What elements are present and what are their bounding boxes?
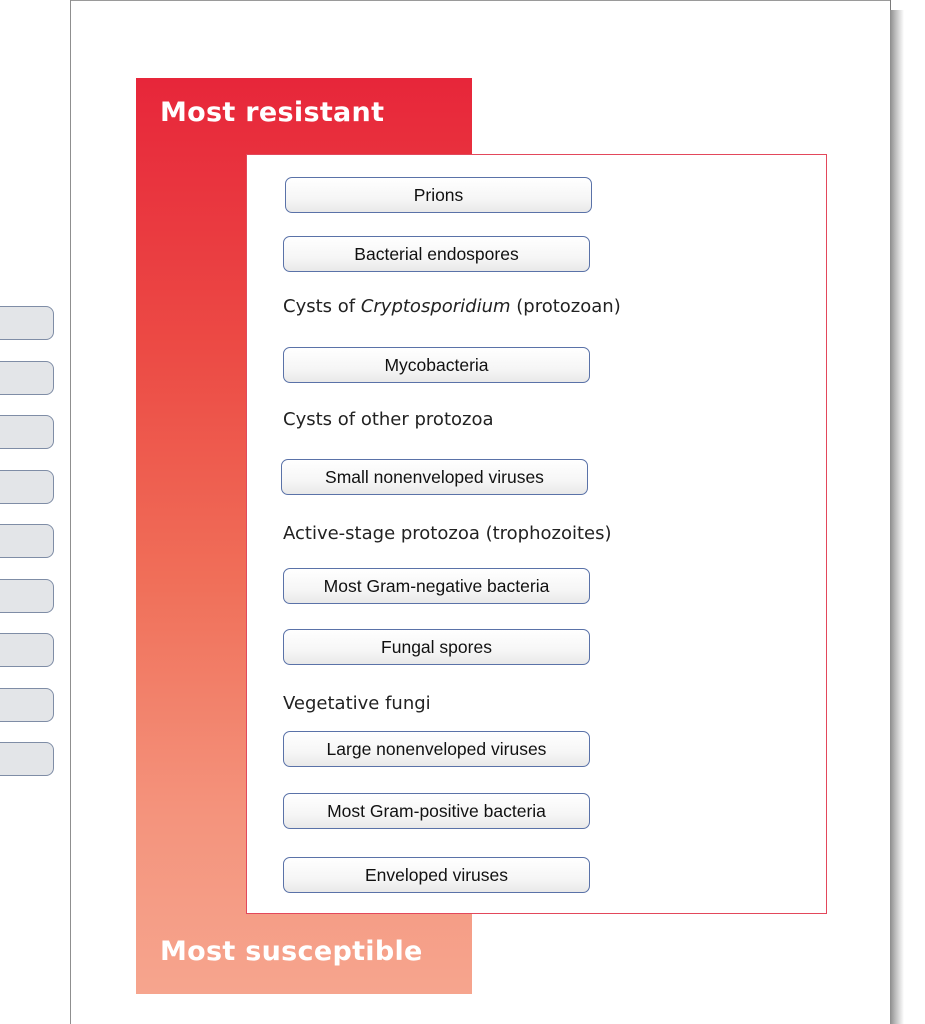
label-active-stage-protozoa: Active-stage protozoa (trophozoites)	[283, 523, 612, 544]
drop-target-enveloped-viruses[interactable]: Enveloped viruses	[283, 857, 590, 893]
answer-bank-panel	[0, 0, 71, 1024]
answer-bank-slot[interactable]	[0, 742, 54, 776]
answer-bank-slot[interactable]	[0, 415, 54, 449]
answer-bank-slot[interactable]	[0, 579, 54, 613]
answer-bank-slot[interactable]	[0, 524, 54, 558]
label-cysts-suffix: (protozoan)	[510, 296, 621, 317]
drop-target-prions[interactable]: Prions	[285, 177, 592, 213]
top-border	[71, 0, 891, 1]
answer-bank-slot[interactable]	[0, 306, 54, 340]
drop-target-mycobacteria[interactable]: Mycobacteria	[283, 347, 590, 383]
drop-target-fungal-spores[interactable]: Fungal spores	[283, 629, 590, 665]
drop-target-small-nonenveloped-viruses[interactable]: Small nonenveloped viruses	[281, 459, 588, 495]
label-cysts-cryptosporidium	[283, 296, 621, 317]
drop-target-gram-positive[interactable]: Most Gram-positive bacteria	[283, 793, 590, 829]
drop-target-bacterial-endospores[interactable]: Bacterial endospores	[283, 236, 590, 272]
page-shadow	[890, 10, 904, 1024]
most-resistant-heading: Most resistant	[160, 97, 385, 128]
answer-bank-slot[interactable]	[0, 470, 54, 504]
drop-target-large-nonenveloped-viruses[interactable]: Large nonenveloped viruses	[283, 731, 590, 767]
answer-bank-slot[interactable]	[0, 633, 54, 667]
answer-bank-slot[interactable]	[0, 688, 54, 722]
label-vegetative-fungi: Vegetative fungi	[283, 693, 431, 714]
label-cryptosporidium-italic: Cryptosporidium	[360, 296, 511, 317]
label-cysts-prefix: Cysts of	[283, 296, 361, 317]
most-susceptible-heading: Most susceptible	[160, 936, 423, 967]
answer-bank-slot[interactable]	[0, 361, 54, 395]
label-cysts-other-protozoa: Cysts of other protozoa	[283, 409, 494, 430]
drop-target-gram-negative[interactable]: Most Gram-negative bacteria	[283, 568, 590, 604]
